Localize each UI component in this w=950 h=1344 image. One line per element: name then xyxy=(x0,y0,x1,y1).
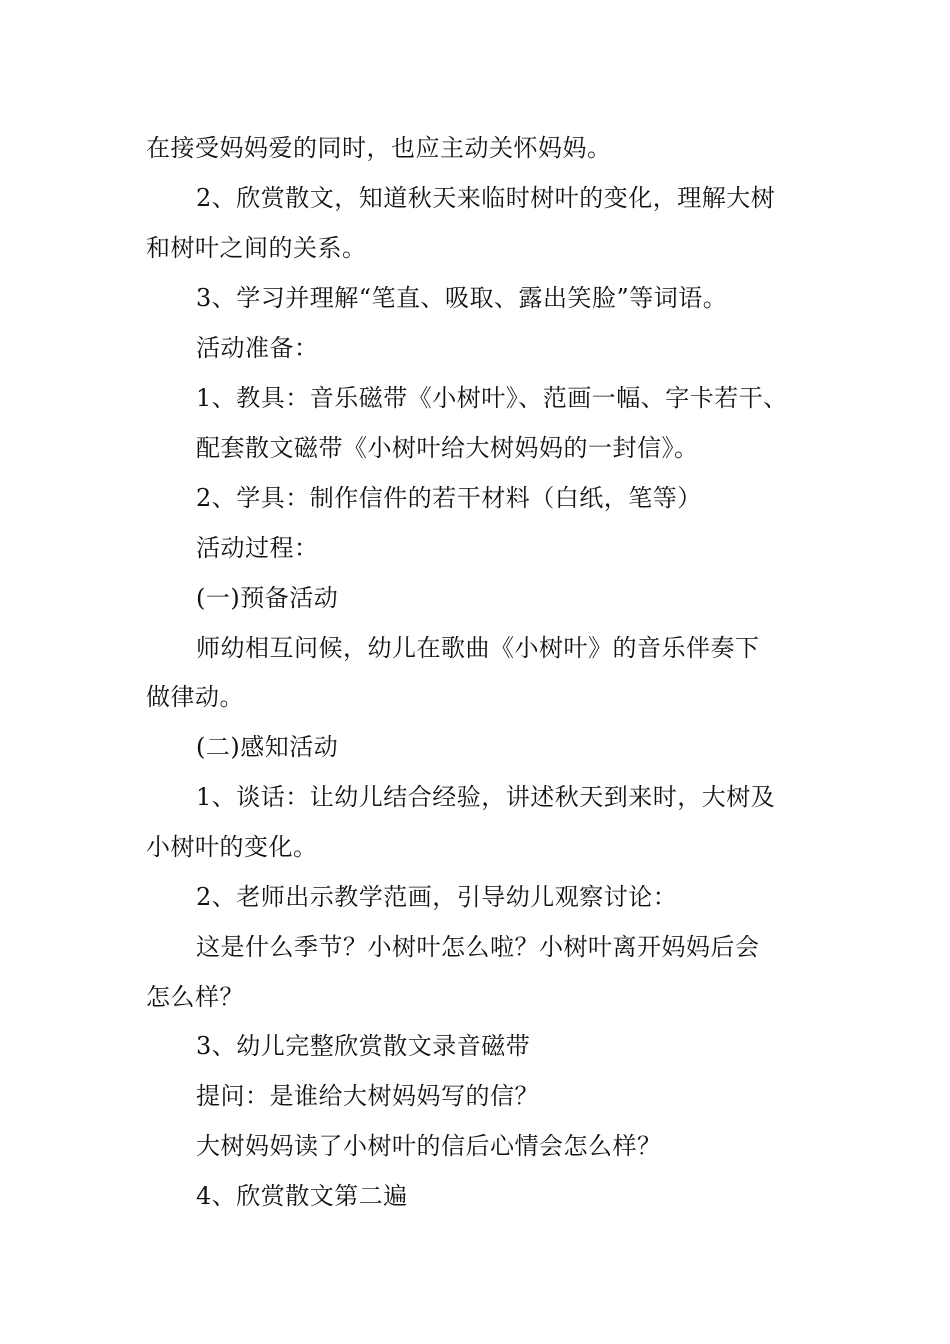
text-line: 和树叶之间的关系。 xyxy=(146,234,367,262)
text-line: 2、欣赏散文，知道秋天来临时树叶的变化，理解大树 xyxy=(196,184,776,212)
section-heading: 活动过程： xyxy=(196,534,319,562)
text-line: 怎么样？ xyxy=(146,983,244,1011)
text-line: 1、教具：音乐磁带《小树叶》、范画一幅、字卡若干、 xyxy=(196,384,788,412)
text-line: 提问：是谁给大树妈妈写的信？ xyxy=(196,1082,539,1110)
text-line: 在接受妈妈爱的同时，也应主动关怀妈妈。 xyxy=(146,134,612,162)
text-line: 3、幼儿完整欣赏散文录音磁带 xyxy=(196,1032,531,1060)
text-line: 4、欣赏散文第二遍 xyxy=(196,1182,408,1210)
text-line: 小树叶的变化。 xyxy=(146,833,318,861)
text-line: 2、老师出示教学范画，引导幼儿观察讨论： xyxy=(196,883,678,911)
subsection-heading: (二)感知活动 xyxy=(196,733,339,761)
text-line: 1、谈话：让幼儿结合经验，讲述秋天到来时，大树及 xyxy=(196,783,776,811)
subsection-heading: (一)预备活动 xyxy=(196,584,339,612)
text-line: 3、学习并理解“笔直、吸取、露出笑脸”等词语。 xyxy=(196,284,728,312)
text-line: 做律动。 xyxy=(146,683,244,711)
text-line: 这是什么季节？小树叶怎么啦？小树叶离开妈妈后会 xyxy=(196,933,760,961)
text-line: 配套散文磁带《小树叶给大树妈妈的一封信》。 xyxy=(196,434,699,462)
text-line: 师幼相互问候，幼儿在歌曲《小树叶》的音乐伴奏下 xyxy=(196,634,760,662)
text-line: 2、学具：制作信件的若干材料（白纸，笔等） xyxy=(196,484,702,512)
section-heading: 活动准备： xyxy=(196,334,319,362)
text-line: 大树妈妈读了小树叶的信后心情会怎么样？ xyxy=(196,1132,662,1160)
